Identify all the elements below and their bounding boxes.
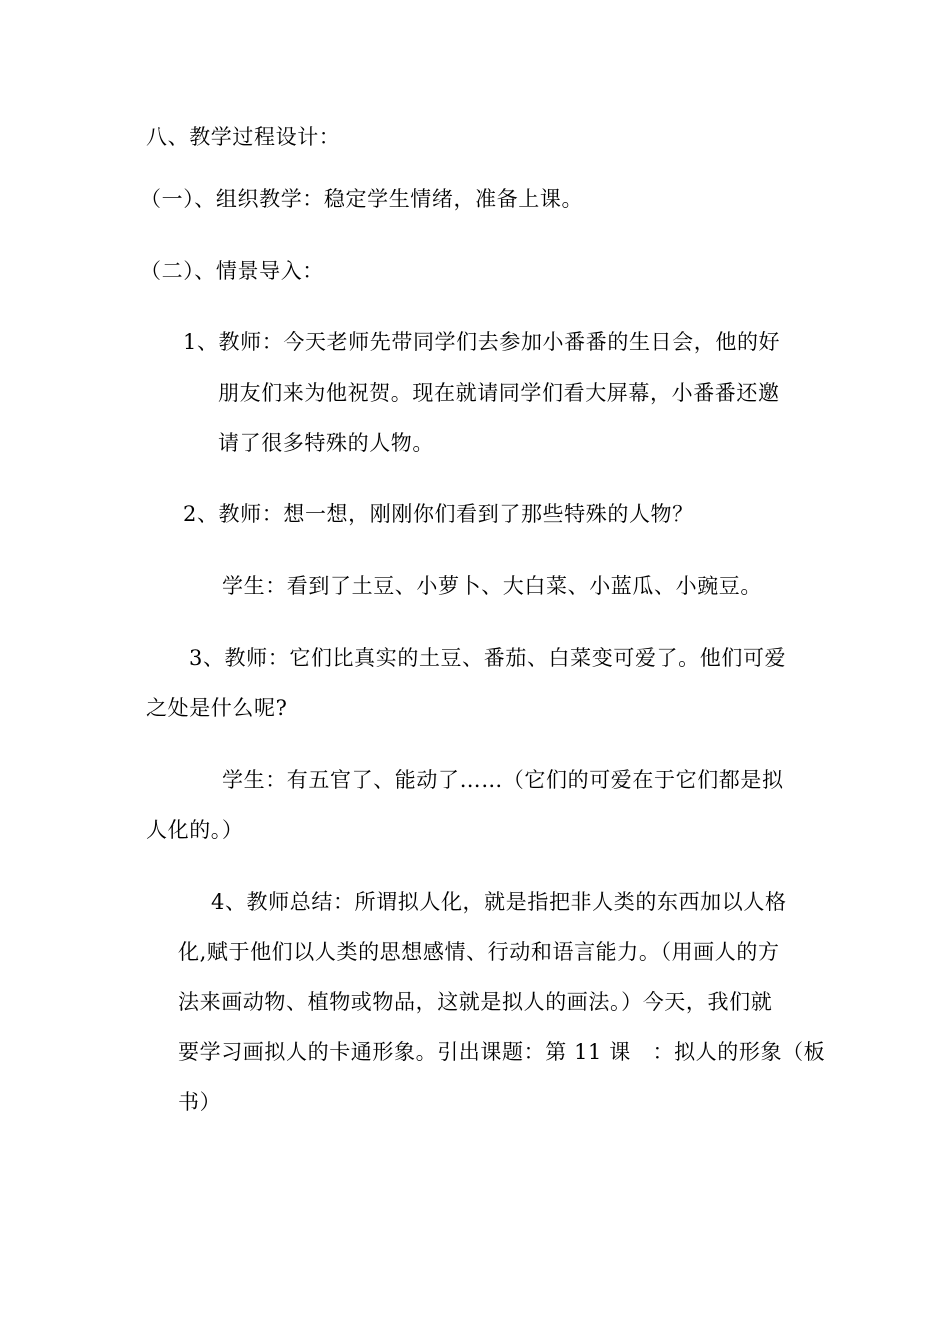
- section-scene-intro: （二）、情景导入：: [140, 259, 324, 283]
- item4-line3: 法来画动物、植物或物品，这就是拟人的画法。）今天，我们就: [178, 990, 773, 1014]
- item2-teacher: 2、教师：想一想，刚刚你们看到了那些特殊的人物？: [183, 502, 694, 526]
- item3-teacher-line2: 之处是什么呢?: [146, 696, 288, 720]
- item3-student-line2: 人化的。）: [146, 818, 244, 842]
- section-heading: 八、教学过程设计：: [146, 125, 341, 149]
- item4-line4: 要学习画拟人的卡通形象。引出课题：第 11 课 ：拟人的形象（板: [178, 1040, 826, 1064]
- item3-student-line1: 学生：有五官了、能动了……（它们的可爱在于它们都是拟: [222, 768, 784, 792]
- item4-line5: 书）: [178, 1090, 222, 1114]
- item3-teacher-line1: 3、教师：它们比真实的土豆、番茄、白菜变可爱了。他们可爱: [189, 646, 787, 670]
- item4-line2: 化,赋于他们以人类的思想感情、行动和语言能力。（用画人的方: [178, 940, 780, 964]
- item1-line2: 朋友们来为他祝贺。现在就请同学们看大屏幕，小番番还邀: [218, 381, 780, 405]
- section-organize-teaching: （一）、组织教学：稳定学生情绪，准备上课。: [140, 187, 584, 211]
- item2-student: 学生：看到了土豆、小萝卜、大白菜、小蓝瓜、小豌豆。: [222, 574, 762, 598]
- item1-line1: 1、教师：今天老师先带同学们去参加小番番的生日会，他的好: [183, 330, 781, 354]
- item1-line3: 请了很多特殊的人物。: [218, 431, 434, 455]
- item4-line1: 4、教师总结：所谓拟人化，就是指把非人类的东西加以人格: [211, 890, 787, 914]
